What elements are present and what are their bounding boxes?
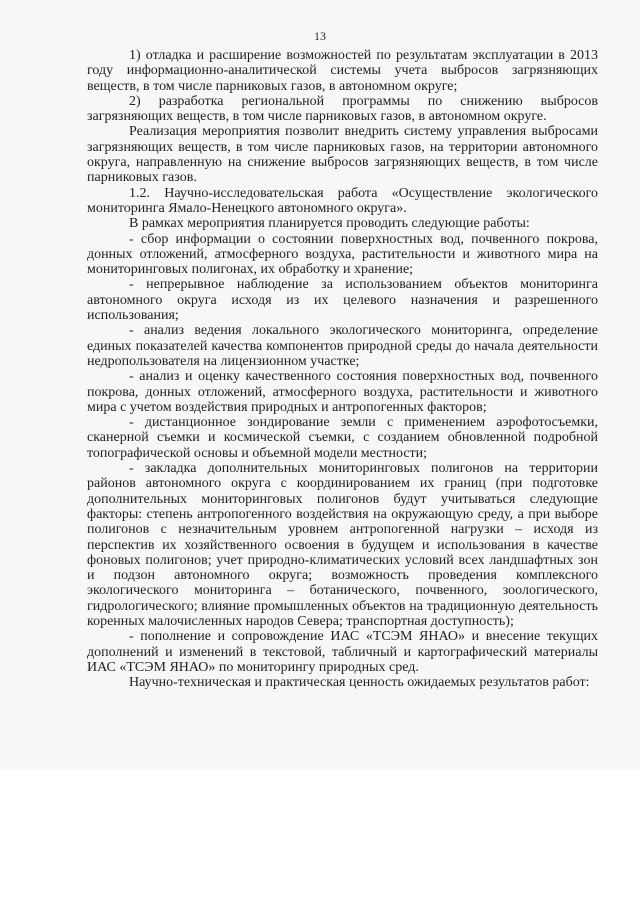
list-item-local-monitoring-analysis: - анализ ведения локального экологического мониторинга, определение единых показателей качества компонентов природной среды до начала деятельности недропользователя на лицензионном участке; — [87, 323, 598, 369]
paragraph-item-1: 1) отладка и расширение возможностей по результатам эксплуатации в 2013 году информационно-аналитической системы учета выбросов загрязняющих веществ, в том числе парниковых газов, в автономном округе; — [87, 48, 598, 94]
blank-margin — [0, 770, 640, 905]
document-body — [87, 48, 598, 690]
paragraph-intro-works: В рамках мероприятия планируется проводить следующие работы: — [129, 216, 530, 232]
paragraph-implementation: Реализация мероприятия позволит внедрить систему управления выбросами загрязняющих веществ, в том числе парниковых газов, на территории автономного округа, направленную на снижение выбросов загрязняющих веществ, в том числе парниковых газов. — [87, 124, 598, 186]
list-item-additional-polygons: - закладка дополнительных мониторинговых полигонов на территории районов автономного округа с координированием их границ (при подготовке дополнительных мониторинговых полигонов будут учитываться следующие факторы: степень антропогенного воздействия на окружающую среду, а при выборе полигонов с незначительным уровнем антропогенной нагрузки – исходя из перспектив их хозяйственного освоения в будущем и использования в качестве фоновых полигонов; учет природно-климатических условий всех ландшафтных зон и подзон автономного округа; возможность проведения комплексного экологического мониторинга – ботанического, почвенного, зоологического, гидрологического; влияние промышленных объектов на традиционную деятельность коренных малочисленных народов Севера; транспортная доступность); — [87, 461, 598, 629]
list-item-quality-assessment: - анализ и оценку качественного состояния поверхностных вод, почвенного покрова, донных отложений, атмосферного воздуха, растительности и животного мира с учетом воздействия природных и антропогенных факторов; — [87, 369, 598, 415]
list-item-ias-support: - пополнение и сопровождение ИАС «ТСЭМ ЯНАО» и внесение текущих дополнений и изменений в текстовой, табличный и картографический материалы ИАС «ТСЭМ ЯНАО» по мониторингу природных сред. — [87, 629, 598, 675]
list-item-data-collection: - сбор информации о состоянии поверхностных вод, почвенного покрова, донных отложений, атмосферного воздуха, растительности и животного мира на мониторинговых полигонах, их обработку и хранение; — [87, 231, 598, 278]
list-item-remote-sensing: - дистанционное зондирование земли с применением аэрофотосъемки, сканерной съемки и космической съемки, с созданием обновленной подробной топографической основы и объемной модели местности; — [87, 415, 598, 461]
list-item-continuous-observation: - непрерывное наблюдение за использованием объектов мониторинга автономного округа исходя из их целевого назначения и разрешенного использования; — [87, 277, 598, 324]
page-number: 13 — [314, 29, 326, 43]
paragraph-item-2: 2) разработка региональной программы по снижению выбросов загрязняющих веществ, в том числе парниковых газов, в автономном округе. — [87, 93, 598, 125]
section-heading-1-2: 1.2. Научно-исследовательская работа «Осуществление экологического мониторинга Ямало-Ненецкого автономного округа». — [87, 185, 598, 216]
paragraph-value-of-results: Научно-техническая и практическая ценность ожидаемых результатов работ: — [129, 675, 590, 691]
